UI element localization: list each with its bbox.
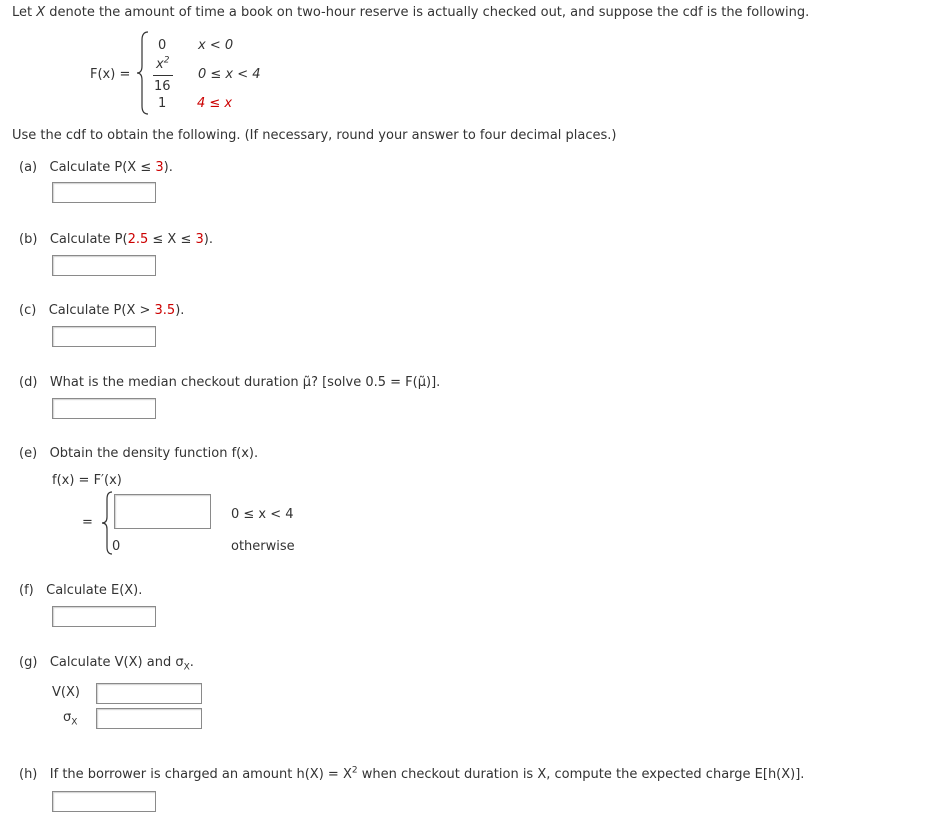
question-d bbox=[19, 375, 440, 391]
cdf-row2-denominator: 16 bbox=[154, 79, 171, 94]
intro-variable: X bbox=[36, 5, 46, 20]
question-b-num1: 2.5 bbox=[127, 232, 149, 247]
question-f-text: Calculate E(X). bbox=[46, 583, 143, 598]
cdf-row1-value: 0 bbox=[158, 38, 167, 53]
sigma-symbol: σ bbox=[63, 710, 72, 725]
answer-b-input[interactable] bbox=[52, 255, 156, 276]
density-definition: f(x) = F′(x) bbox=[52, 473, 122, 488]
question-c bbox=[19, 303, 184, 319]
question-d-label: (d) bbox=[19, 375, 38, 390]
intro-prefix: Let bbox=[12, 5, 37, 20]
question-c-num: 3.5 bbox=[154, 303, 176, 318]
question-d-text: What is the median checkout duration μ̃? [solve 0.5 = F(μ̃)]. bbox=[49, 375, 441, 390]
cdf-lhs: F(x) = bbox=[90, 67, 131, 82]
sigma-label bbox=[63, 710, 77, 726]
question-c-post: ). bbox=[175, 303, 185, 318]
variance-label: V(X) bbox=[52, 685, 80, 700]
question-c-label: (c) bbox=[19, 303, 37, 318]
cdf-num-var: x bbox=[156, 57, 164, 72]
intro-suffix: denote the amount of time a book on two-hour reserve is actually checked out, and suppose the cdf is the following. bbox=[45, 5, 810, 20]
question-e-text: Obtain the density function f(x). bbox=[49, 446, 259, 461]
answer-f-input[interactable] bbox=[52, 606, 156, 627]
cdf-row3-cond: 4 ≤ x bbox=[197, 96, 233, 111]
sigma-sub: X bbox=[71, 717, 78, 728]
question-a-num: 3 bbox=[155, 160, 164, 175]
answer-d-input[interactable] bbox=[52, 398, 156, 419]
instructions: Use the cdf to obtain the following. (If necessary, round your answer to four decimal places.) bbox=[12, 128, 617, 143]
density-equals: = bbox=[82, 515, 93, 530]
question-f-label: (f) bbox=[19, 583, 34, 598]
density-row2-value: 0 bbox=[112, 539, 121, 554]
question-a-post: ). bbox=[163, 160, 173, 175]
cdf-row1-cond: x < 0 bbox=[198, 38, 234, 53]
std-dev-input[interactable] bbox=[96, 708, 202, 729]
question-a-label: (a) bbox=[19, 160, 38, 175]
question-e-label: (e) bbox=[19, 446, 38, 461]
density-row1-cond: 0 ≤ x < 4 bbox=[231, 507, 294, 522]
question-g-text: Calculate V(X) and σ bbox=[49, 655, 184, 670]
question-h-post: when checkout duration is X, compute the expected charge E[h(X)]. bbox=[357, 767, 805, 782]
question-a bbox=[19, 160, 173, 176]
density-function-input[interactable] bbox=[114, 494, 211, 529]
cdf-num-exp: 2 bbox=[163, 55, 170, 66]
answer-a-input[interactable] bbox=[52, 182, 156, 203]
question-g-text-end: . bbox=[189, 655, 194, 670]
question-b-num2: 3 bbox=[195, 232, 204, 247]
cdf-fraction-bar bbox=[153, 75, 173, 76]
question-h-exp: 2 bbox=[351, 765, 358, 776]
answer-c-input[interactable] bbox=[52, 326, 156, 347]
question-b-label: (b) bbox=[19, 232, 38, 247]
cdf-row2-cond: 0 ≤ x < 4 bbox=[198, 67, 261, 82]
question-b bbox=[19, 232, 213, 248]
cdf-row2-numerator bbox=[156, 57, 169, 73]
question-g bbox=[19, 655, 194, 671]
cdf-brace-icon bbox=[136, 30, 150, 116]
question-h bbox=[19, 767, 804, 783]
question-h-pre: If the borrower is charged an amount h(X) = X bbox=[49, 767, 352, 782]
question-b-pre: Calculate P( bbox=[49, 232, 128, 247]
question-g-text-sub: X bbox=[183, 662, 190, 673]
cdf-row3-value: 1 bbox=[158, 96, 167, 111]
density-row2-cond: otherwise bbox=[231, 539, 295, 554]
question-b-post: ). bbox=[203, 232, 213, 247]
question-h-label: (h) bbox=[19, 767, 38, 782]
question-f bbox=[19, 583, 142, 599]
problem-intro bbox=[12, 5, 809, 21]
question-b-mid: ≤ X ≤ bbox=[148, 232, 196, 247]
question-a-pre: Calculate P(X ≤ bbox=[49, 160, 156, 175]
question-c-pre: Calculate P(X > bbox=[48, 303, 155, 318]
question-g-label: (g) bbox=[19, 655, 38, 670]
answer-h-input[interactable] bbox=[52, 791, 156, 812]
variance-input[interactable] bbox=[96, 683, 202, 704]
question-e bbox=[19, 446, 258, 462]
